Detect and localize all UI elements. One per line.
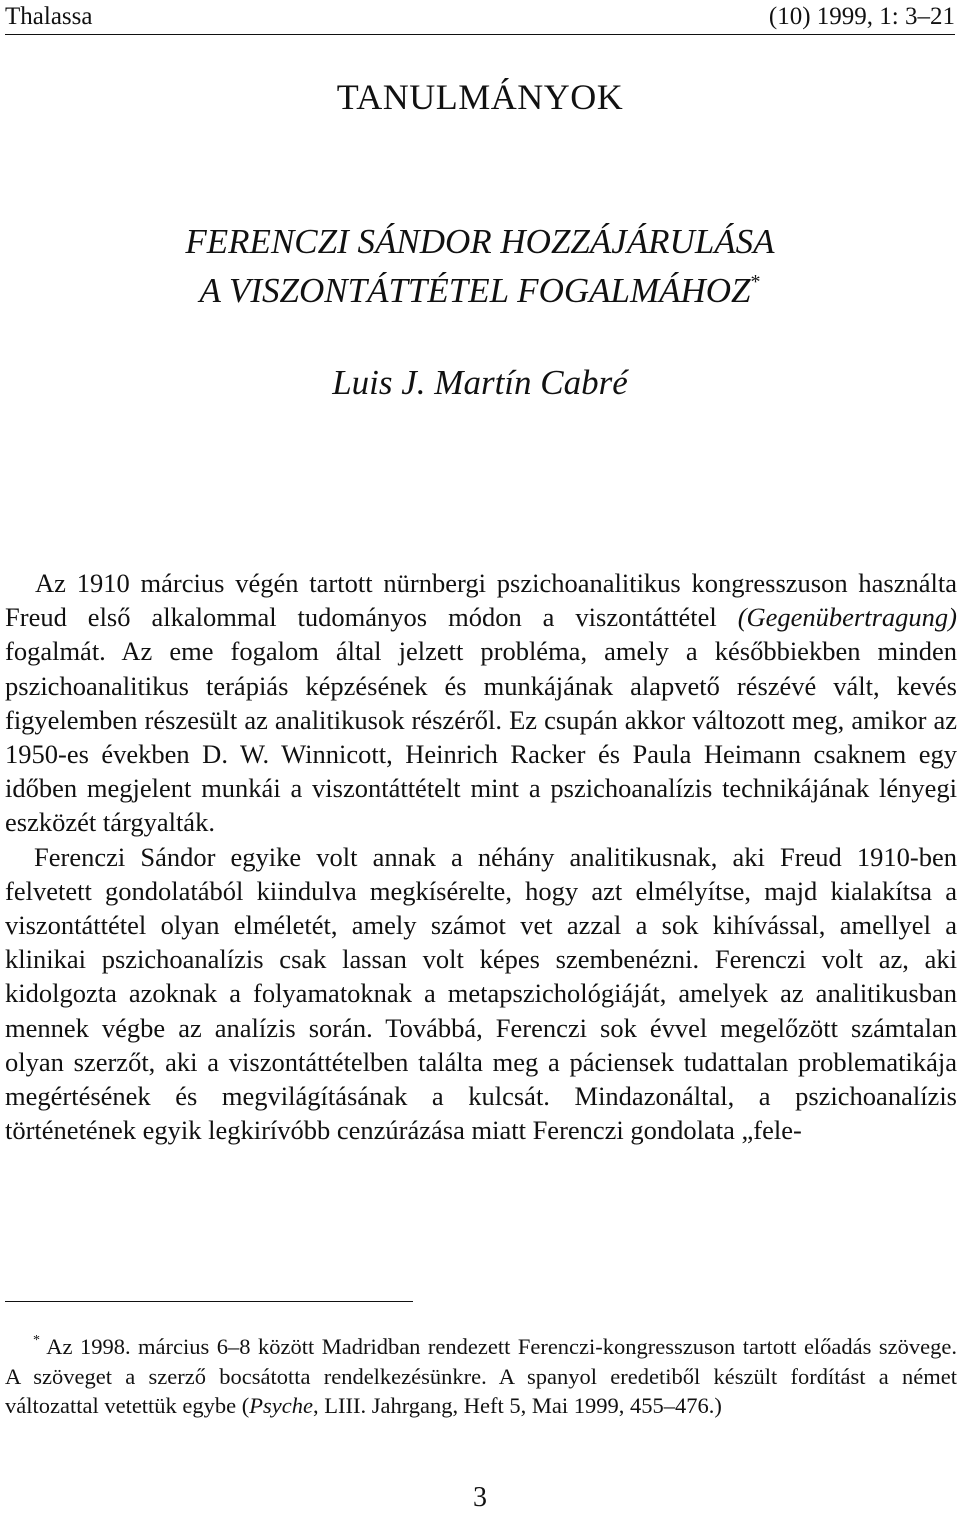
paragraph-2: Ferenczi Sándor egyike volt annak a néhány analitikusnak, aki Freud 1910-ben felvetett gondolatából kiindulva megkísérelte, hogy azt elmélyítse, majd kialakítsa a viszontáttétel olyan elméletét, amely számot vet azzal a sok kihívással, amellyel a klinikai pszichoanalízis csak lassan volt képes szembenézni. Ferenczi volt az, aki kidolgozta azoknak a folyamatoknak a metapszichológiáját, amelyek az analitikusban mennek végbe az analízis során. Továbbá, Ferenczi sok évvel megelőzött számtalan olyan szerzőt, aki a viszontáttételben találta meg a páciensek tudattalan problematikája megértésének és megvilágításának a kulcsát. Mindazonáltal, a pszichoanalízis történetének egyik legkirívóbb cenzúrázása miatt Ferenczi gondolata „fele- bbox=[5, 841, 957, 1146]
footnote-text-end: , LIII. Jahrgang, Heft 5, Mai 1999, 455–476.) bbox=[313, 1393, 722, 1419]
paragraph-1 bbox=[5, 566, 957, 840]
body-text bbox=[5, 566, 957, 1147]
footnote-text bbox=[5, 1326, 957, 1421]
article-title-line-1: FERENCZI SÁNDOR HOZZÁJÁRULÁSA bbox=[185, 222, 775, 261]
journal-name: Thalassa bbox=[5, 3, 93, 30]
footnote-divider bbox=[5, 1301, 413, 1302]
paragraph-1-rest: fogalmát. Az eme fogalom által jelzett probléma, amely a későbbiekben minden pszichoanalitikus terápiás képzésének és munkájának alapvető részévé vált, kevés figyelemben részesült az analitikusok részéről. Ez csupán akkor változott meg, amikor az 1950-es években D. W. Winnicott, Heinrich Racker és Paula Heimann csaknem egy időben megjelent munkái a viszontáttételt mint a pszichoanalízis technikájának lényegi eszközét tárgyalták. bbox=[5, 636, 957, 838]
article-title bbox=[0, 222, 960, 311]
author-name: Luis J. Martín Cabré bbox=[332, 363, 628, 402]
german-term: (Gegenübertragung) bbox=[737, 602, 957, 633]
volume-info: (10) 1999, 1: 3–21 bbox=[768, 3, 955, 30]
footnote-mark: * bbox=[33, 1333, 40, 1348]
article-title-line-2 bbox=[0, 262, 960, 311]
article-title-line-2-text: A VISZONTÁTTÉTEL FOGALMÁHOZ bbox=[199, 271, 751, 310]
footnote-journal-name: Psyche bbox=[249, 1393, 313, 1419]
paragraph-1-intro: Az 1910 március végén tartott nürnbergi pszichoanalitikus kongresszuson használta Freud első alkalommal tudományos módon a viszontáttétel bbox=[5, 568, 957, 633]
page-number: 3 bbox=[473, 1482, 487, 1513]
running-head bbox=[5, 2, 955, 35]
section-title: TANULMÁNYOK bbox=[336, 77, 624, 117]
footnote bbox=[5, 1326, 957, 1421]
footnote-reference-mark: * bbox=[750, 271, 761, 293]
footnote-text-start: Az 1998. március 6–8 között Madridban rendezett Ferenczi-kongresszuson tartott előadás szövege. A szöveget a szerző bocsátotta rendelkezésünkre. A spanyol eredetiből készült fordítást a német változattal vetettük egybe ( bbox=[5, 1334, 957, 1419]
